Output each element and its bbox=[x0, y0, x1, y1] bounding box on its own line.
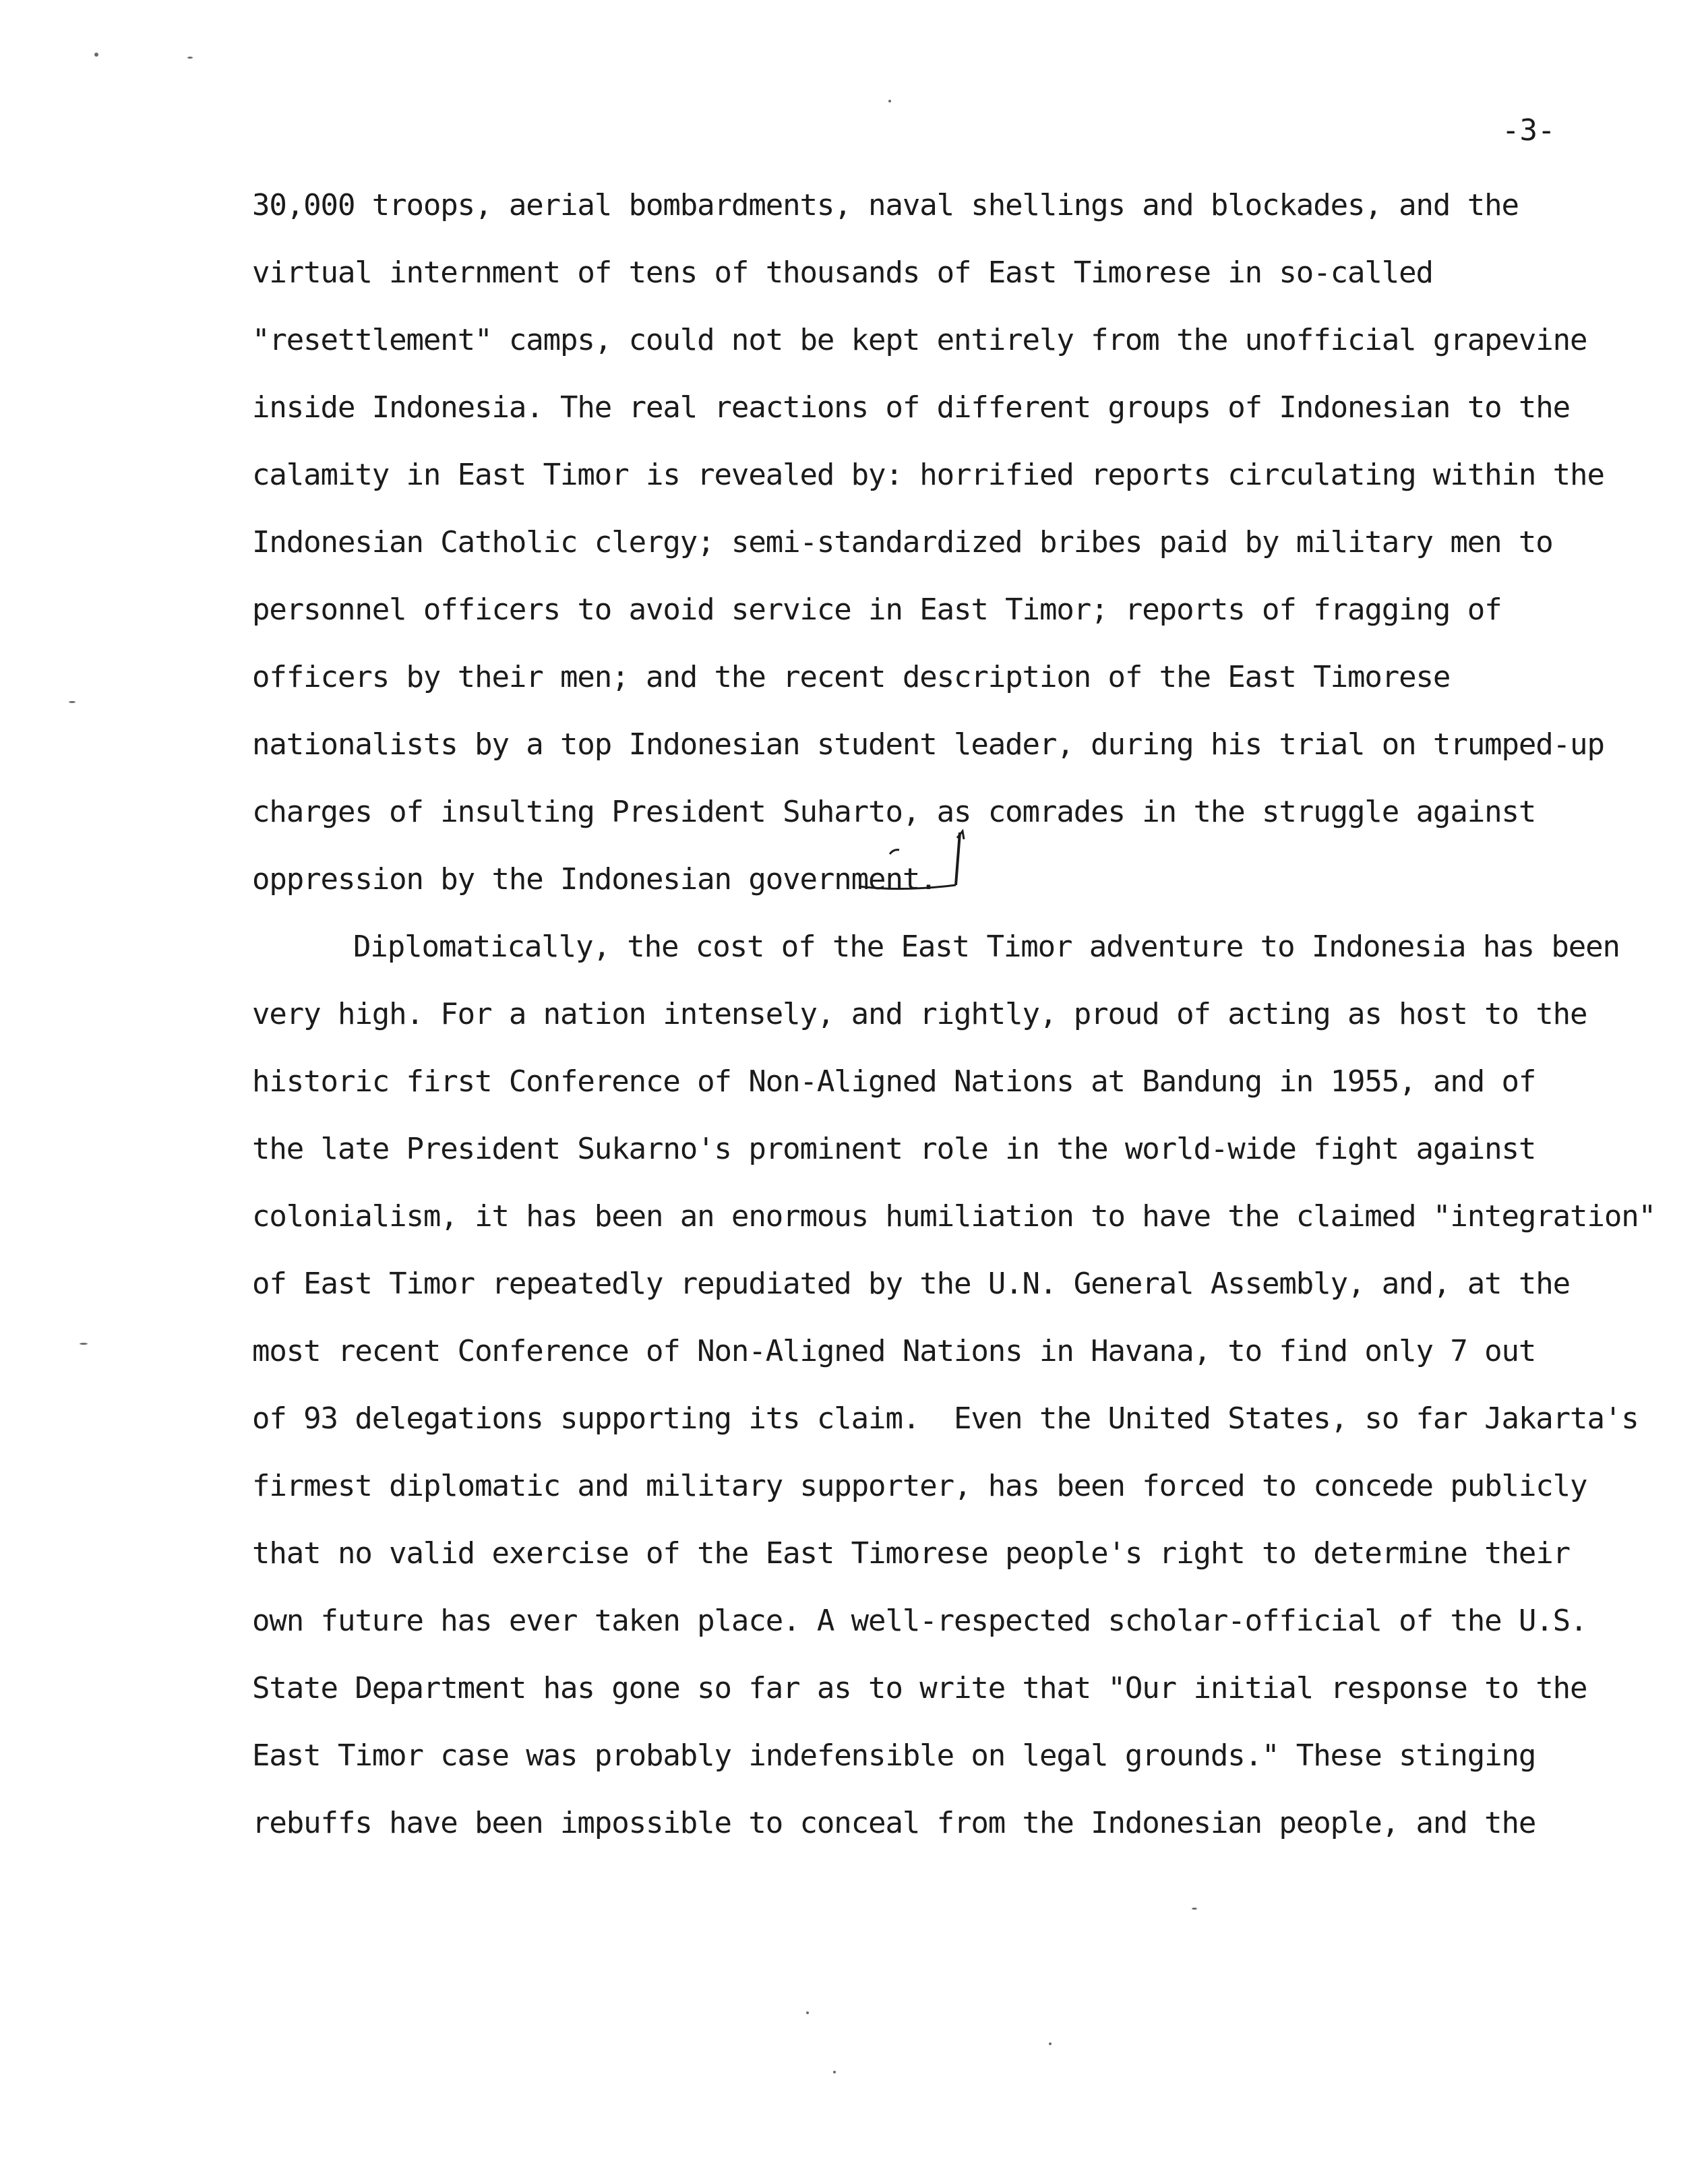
scan-speck bbox=[69, 701, 75, 703]
text-line: State Department has gone so far as to write that "Our initial response to the bbox=[252, 1671, 1587, 1705]
text-line: 30,000 troops, aerial bombardments, naval shellings and blockades, and the bbox=[252, 188, 1519, 222]
text-line: nationalists by a top Indonesian student leader, during his trial on trumped-up bbox=[252, 727, 1604, 762]
scan-speck bbox=[888, 100, 891, 102]
text-line: that no valid exercise of the East Timorese people's right to determine their bbox=[252, 1536, 1571, 1571]
scan-speck bbox=[80, 1343, 88, 1345]
scan-speck bbox=[187, 57, 193, 59]
scan-speck bbox=[833, 2071, 836, 2073]
page-number: -3- bbox=[1502, 113, 1556, 148]
text-line: Diplomatically, the cost of the East Timor adventure to Indonesia has been bbox=[353, 930, 1620, 964]
handwritten-insertion-mark bbox=[843, 819, 977, 893]
text-line: inside Indonesia. The real reactions of different groups of Indonesian to the bbox=[252, 390, 1571, 425]
text-line: charges of insulting President Suharto, as comrades in the struggle against bbox=[252, 795, 1536, 829]
text-line: East Timor case was probably indefensible on legal grounds." These stinging bbox=[252, 1738, 1536, 1773]
scan-speck bbox=[94, 53, 98, 57]
text-line: most recent Conference of Non-Aligned Nations in Havana, to find only 7 out bbox=[252, 1334, 1536, 1368]
text-line: own future has ever taken place. A well-respected scholar-official of the U.S. bbox=[252, 1604, 1587, 1638]
scan-speck bbox=[806, 2011, 809, 2014]
body-text bbox=[252, 172, 1668, 1857]
text-line: personnel officers to avoid service in East Timor; reports of fragging of bbox=[252, 593, 1502, 627]
text-line: of East Timor repeatedly repudiated by the U.N. General Assembly, and, at the bbox=[252, 1267, 1571, 1301]
text-line: oppression by the Indonesian government. bbox=[252, 862, 937, 897]
text-line: "resettlement" camps, could not be kept entirely from the unofficial grapevine bbox=[252, 323, 1587, 357]
text-line: Indonesian Catholic clergy; semi-standardized bribes paid by military men to bbox=[252, 525, 1553, 559]
paragraph-1 bbox=[252, 172, 1668, 913]
text-line: very high. For a nation intensely, and rightly, proud of acting as host to the bbox=[252, 997, 1587, 1031]
text-line: historic first Conference of Non-Aligned Nations at Bandung in 1955, and of bbox=[252, 1064, 1536, 1099]
text-line: virtual internment of tens of thousands of East Timorese in so-called bbox=[252, 255, 1433, 290]
scan-speck bbox=[1049, 2042, 1052, 2045]
paragraph-2 bbox=[252, 913, 1668, 1857]
text-line: the late President Sukarno's prominent role in the world-wide fight against bbox=[252, 1132, 1536, 1166]
text-line: firmest diplomatic and military supporter, has been forced to concede publicly bbox=[252, 1469, 1587, 1503]
text-line: colonialism, it has been an enormous humiliation to have the claimed "integration" bbox=[252, 1199, 1655, 1234]
scan-speck bbox=[1192, 1908, 1197, 1910]
text-line: calamity in East Timor is revealed by: horrified reports circulating within the bbox=[252, 458, 1604, 492]
text-line: of 93 delegations supporting its claim. Even the United States, so far Jakarta's bbox=[252, 1401, 1639, 1436]
text-line: rebuffs have been impossible to conceal from the Indonesian people, and the bbox=[252, 1806, 1536, 1840]
text-line: officers by their men; and the recent description of the East Timorese bbox=[252, 660, 1451, 694]
